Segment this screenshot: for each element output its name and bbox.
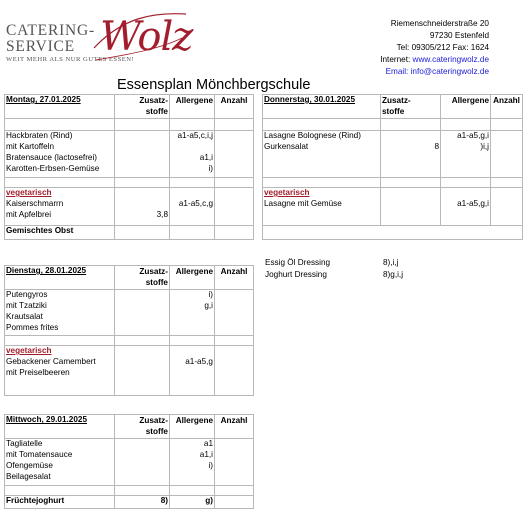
wednesday-extra: Früchtejoghurt <box>5 496 115 509</box>
thursday-main-allergene: a1-a5,g,i )i,j <box>441 131 491 178</box>
zusatz-header: Zusatz- stoffe <box>115 266 170 290</box>
monday-veg-dish: vegetarisch Kaiserschmarrn mit Apfelbrei <box>5 188 115 226</box>
wednesday-extra-zusatz: 8) <box>115 496 170 509</box>
thursday-main-zusatz: 8 <box>381 131 441 178</box>
allergene-header: Allergene <box>170 95 215 119</box>
wednesday-extra-allergene: g) <box>170 496 215 509</box>
wednesday-main-allergene: a1 a1,i i) <box>170 439 215 486</box>
zusatz-header: Zusatz- stoffe <box>381 95 441 119</box>
dressing-code: 8),i,j <box>383 258 399 267</box>
thursday-table <box>262 94 523 240</box>
address-internet <box>380 54 489 65</box>
tuesday-veg-anzahl[interactable] <box>215 346 254 396</box>
monday-table <box>4 94 254 240</box>
anzahl-header: Anzahl <box>215 95 254 119</box>
monday-main-dish: Hackbraten (Rind) mit Kartoffeln Bratensauce (lactosefrei) Karotten-Erbsen-Gemüse <box>5 131 115 178</box>
thursday-veg-dish: vegetarisch Lasagne mit Gemüse <box>263 188 381 226</box>
anzahl-header: Anzahl <box>215 415 254 439</box>
wednesday-main-anzahl[interactable] <box>215 439 254 486</box>
monday-veg-anzahl[interactable] <box>215 188 254 226</box>
wednesday-main-dish: Tagliatelle mit Tomatensauce Ofengemüse Beilagesalat <box>5 439 115 486</box>
logo-tagline: WEIT MEHR ALS NUR GUTES ESSEN! <box>6 56 135 63</box>
wednesday-extra-anzahl[interactable] <box>215 496 254 509</box>
thursday-veg-allergene: a1-a5,g,i <box>441 188 491 226</box>
day-header: Mittwoch, 29.01.2025 <box>5 415 115 439</box>
tuesday-veg-dish: vegetarisch Gebackener Camembert mit Preiselbeeren <box>5 346 115 396</box>
day-header: Dienstag, 28.01.2025 <box>5 266 115 290</box>
thursday-veg-anzahl[interactable] <box>491 188 523 226</box>
wednesday-table <box>4 414 254 509</box>
allergene-header: Allergene <box>441 95 491 119</box>
website-link[interactable]: www.cateringwolz.de <box>412 55 489 64</box>
tuesday-main-allergene: i) g,i <box>170 290 215 336</box>
monday-main-allergene: a1-a5,c,i,j a1,i i) <box>170 131 215 178</box>
address-email <box>386 66 489 77</box>
monday-extra-anzahl[interactable] <box>215 226 254 240</box>
monday-veg-allergene: a1-a5,c,g <box>170 188 215 226</box>
dressing-item: Joghurt Dressing <box>265 270 327 279</box>
logo-script-text: Wolz <box>100 14 193 60</box>
page-title: Essensplan Mönchbergschule <box>117 77 311 93</box>
allergene-header: Allergene <box>170 266 215 290</box>
tuesday-table <box>4 265 254 396</box>
monday-extra: Gemischtes Obst <box>5 226 115 240</box>
logo-wolz-script <box>92 8 193 68</box>
logo-service-text: SERVICE <box>6 38 75 55</box>
day-header: Montag, 27.01.2025 <box>5 95 115 119</box>
monday-veg-zusatz: 3,8 <box>115 188 170 226</box>
monday-main-anzahl[interactable] <box>215 131 254 178</box>
address-street: Riemenschneiderstraße 20 <box>390 19 489 28</box>
dressing-code: 8)g,i,j <box>383 270 404 279</box>
dressing-item: Essig Öl Dressing <box>265 258 331 267</box>
tuesday-veg-allergene: a1-a5,g <box>170 346 215 396</box>
zusatz-header: Zusatz- stoffe <box>115 95 170 119</box>
thursday-main-dish: Lasagne Bolognese (Rind) Gurkensalat <box>263 131 381 178</box>
address-city: 97230 Estenfeld <box>429 31 489 40</box>
thursday-main-anzahl[interactable] <box>491 131 523 178</box>
address-phone: Tel: 09305/212 Fax: 1624 <box>396 43 489 52</box>
allergene-header: Allergene <box>170 415 215 439</box>
tuesday-main-dish: Putengyros mit Tzatziki Krautsalat Pommes frites <box>5 290 115 336</box>
day-header: Donnerstag, 30.01.2025 <box>263 95 381 119</box>
internet-label: Internet: <box>380 55 413 64</box>
zusatz-header: Zusatz- stoffe <box>115 415 170 439</box>
anzahl-header: Anzahl <box>215 266 254 290</box>
tuesday-main-anzahl[interactable] <box>215 290 254 336</box>
email-link[interactable]: info@cateringwolz.de <box>410 67 489 76</box>
logo-catering-text: CATERING- <box>6 22 95 39</box>
anzahl-header: Anzahl <box>491 95 523 119</box>
email-label: Email: <box>385 67 411 76</box>
